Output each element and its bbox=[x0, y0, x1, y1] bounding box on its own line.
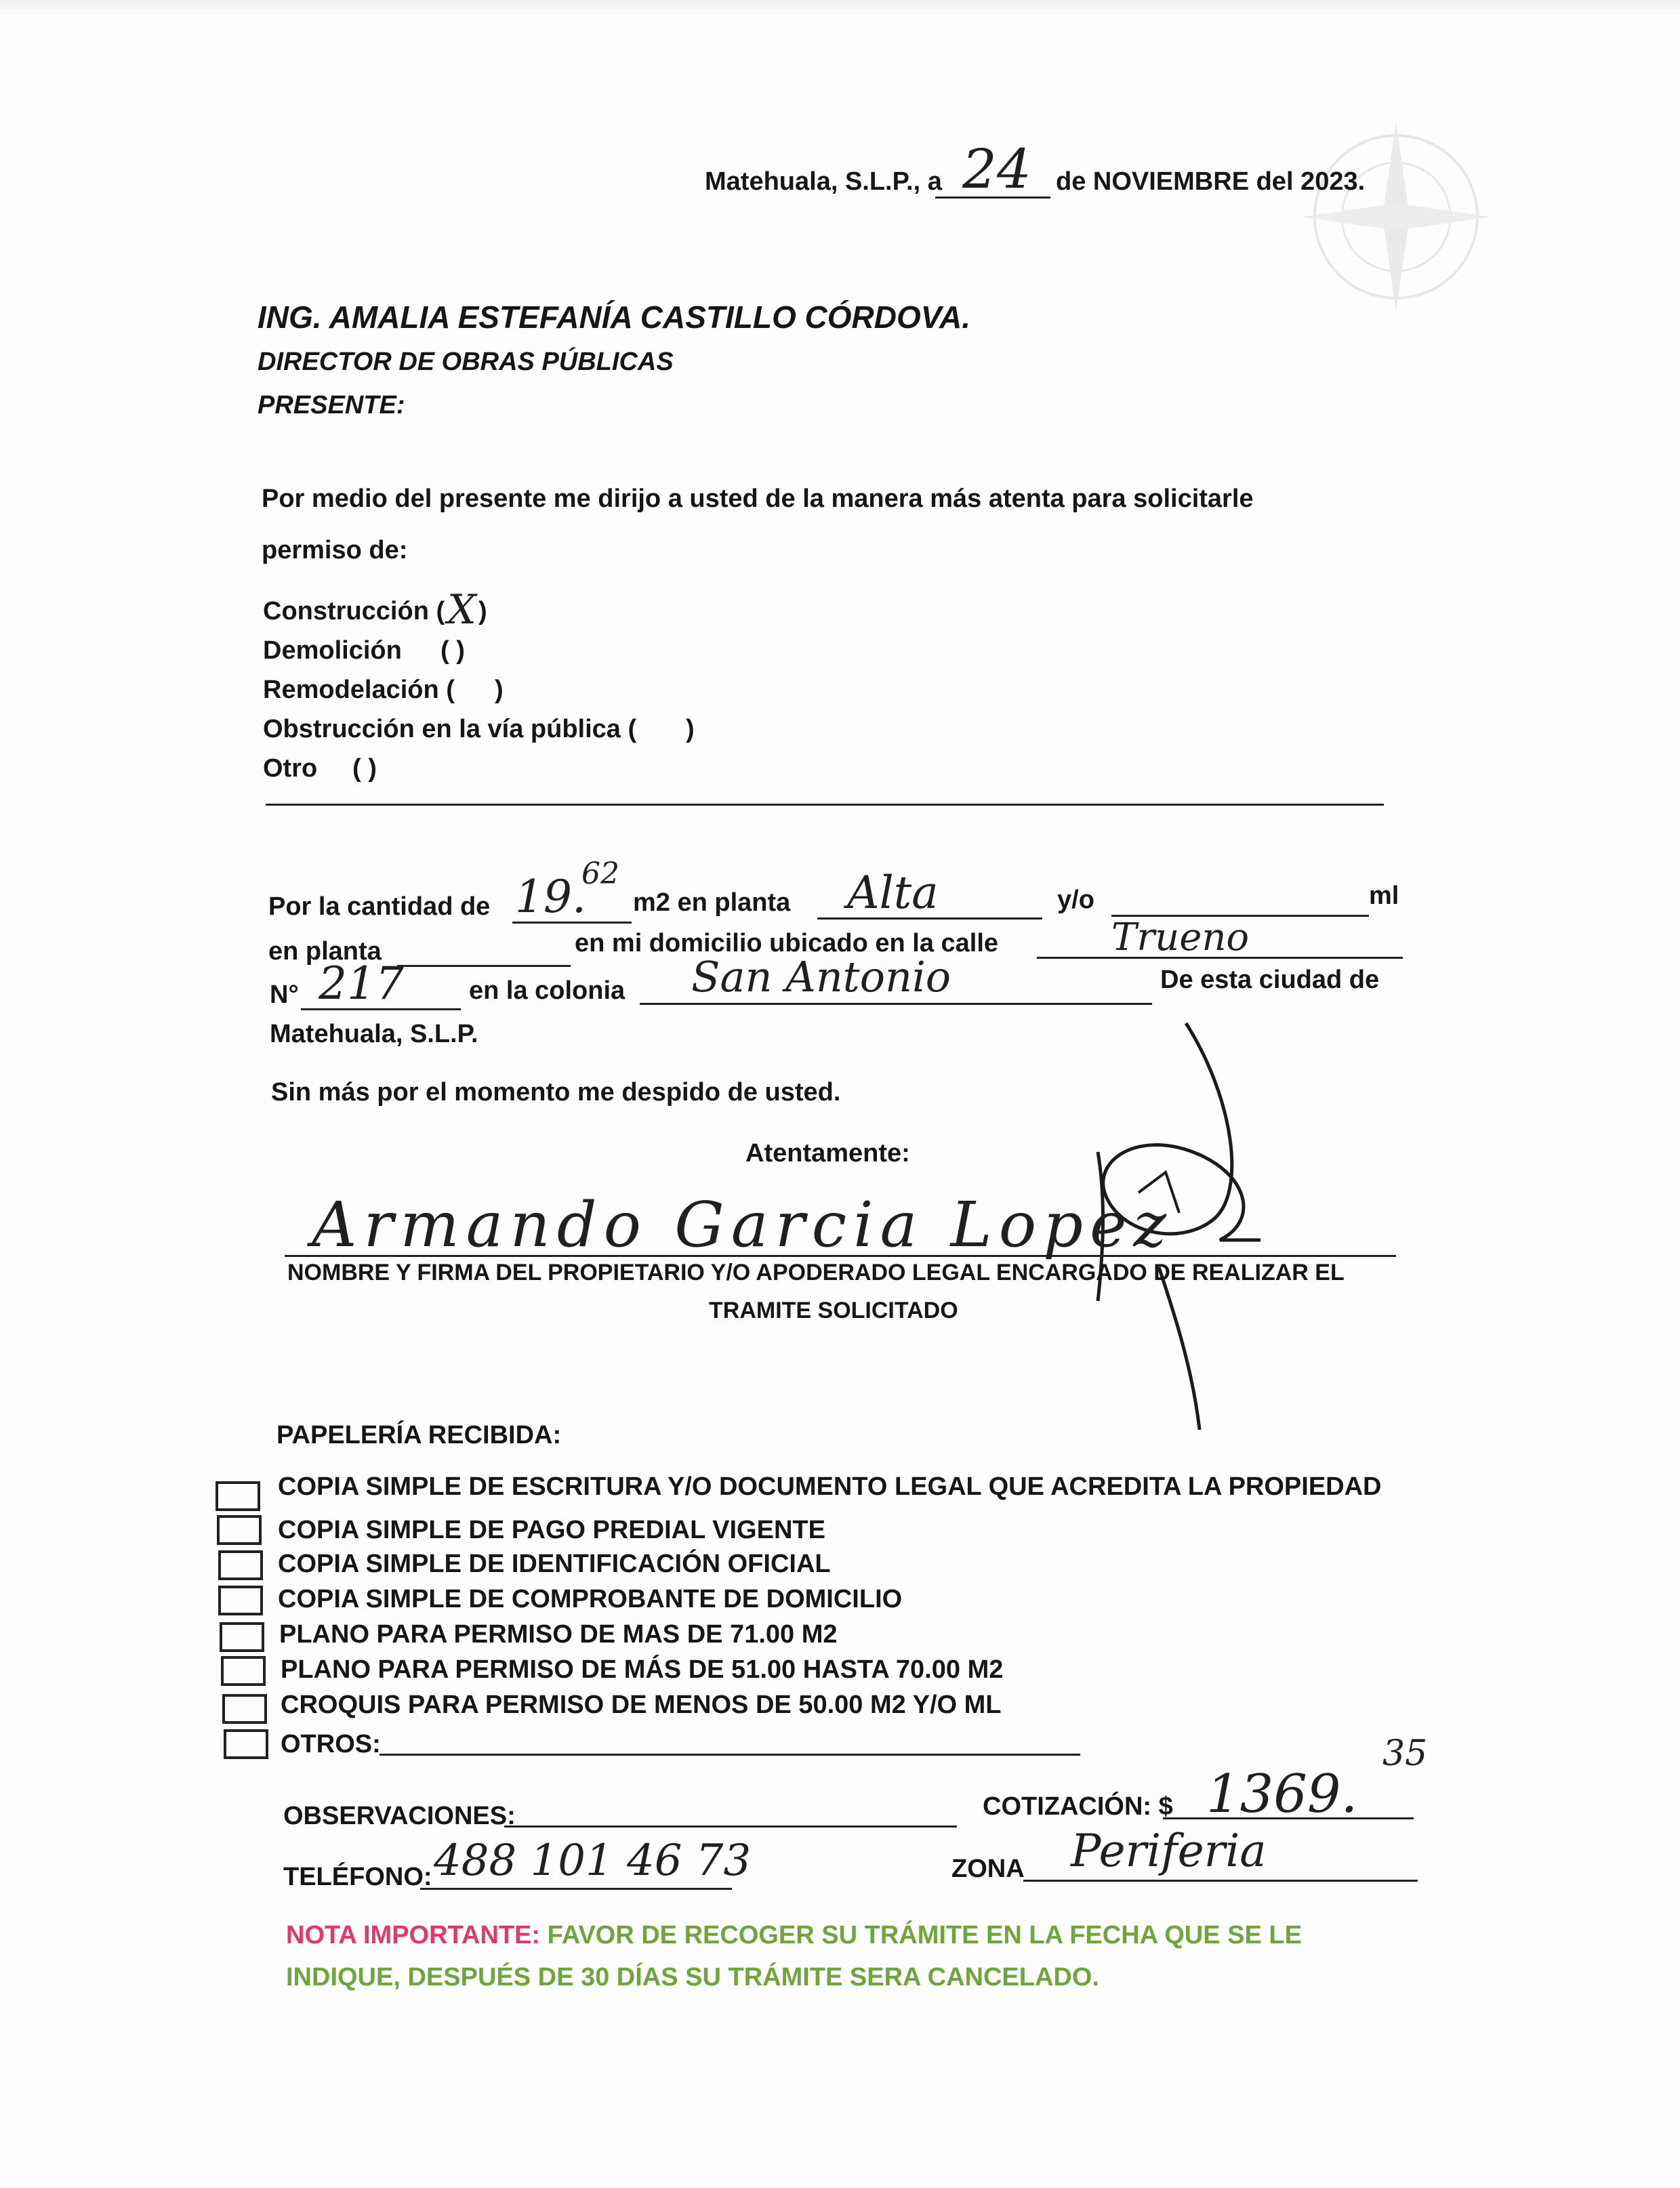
permit-label: Remodelación ( bbox=[263, 676, 455, 704]
permit-remodelacion-close: ) bbox=[495, 676, 504, 704]
zona-line bbox=[1023, 1880, 1418, 1882]
cotizacion-label: COTIZACIÓN: $ bbox=[983, 1792, 1173, 1821]
paper-item-escritura: COPIA SIMPLE DE ESCRITURA Y/O DOCUMENTO LEGAL QUE ACREDITA LA PROPIEDAD bbox=[278, 1472, 1382, 1501]
addressee-name: ING. AMALIA ESTEFANÍA CASTILLO CÓRDOVA. bbox=[258, 300, 971, 335]
permit-obstruccion-close: ) bbox=[686, 715, 695, 743]
sign-caption-2: TRAMITE SOLICITADO bbox=[709, 1298, 958, 1323]
intro-line-1: Por medio del presente me dirijo a usted de la manera más atenta para solicitarle bbox=[262, 484, 1254, 513]
permit-construccion-mark: X bbox=[447, 586, 476, 634]
paper-item-predial: COPIA SIMPLE DE PAGO PREDIAL VIGENTE bbox=[278, 1516, 825, 1544]
paper-checkbox-plano-51[interactable] bbox=[221, 1656, 266, 1686]
en-planta-line bbox=[397, 965, 571, 967]
permit-demolicion bbox=[263, 636, 402, 665]
paper-item-otros: OTROS: bbox=[281, 1730, 381, 1758]
permit-label: Otro bbox=[263, 754, 318, 783]
paper-checkbox-predial[interactable] bbox=[217, 1515, 262, 1545]
paper-checkbox-domicilio[interactable] bbox=[218, 1586, 263, 1615]
paper-item-domicilio: COPIA SIMPLE DE COMPROBANTE DE DOMICILIO bbox=[278, 1585, 903, 1613]
addressee-greeting: PRESENTE: bbox=[258, 391, 405, 419]
paper-item-plano-51: PLANO PARA PERMISO DE MÁS DE 51.00 HASTA 70.00 M2 bbox=[281, 1655, 1004, 1684]
place-date-prefix: Matehuala, S.L.P., a bbox=[705, 167, 942, 196]
observaciones-line bbox=[504, 1825, 957, 1828]
note-line-1 bbox=[286, 1920, 1302, 1950]
paper-checkbox-plano-71[interactable] bbox=[220, 1622, 264, 1652]
otros-line bbox=[380, 1754, 1080, 1756]
permit-remodelacion bbox=[263, 675, 455, 705]
zona-value: Periferia bbox=[1071, 1825, 1267, 1877]
number-label: N° bbox=[270, 981, 299, 1009]
yo-label: y/o bbox=[1057, 886, 1094, 914]
paper-checkbox-escritura[interactable] bbox=[216, 1481, 260, 1511]
compass-watermark-icon bbox=[1288, 108, 1504, 325]
colonia-value: San Antonio bbox=[691, 952, 951, 1002]
en-planta-label: en planta bbox=[268, 937, 382, 966]
permit-label: Obstrucción en la vía pública ( bbox=[263, 715, 637, 743]
note-important-label: NOTA IMPORTANTE: bbox=[286, 1921, 541, 1949]
paper-item-identificacion: COPIA SIMPLE DE IDENTIFICACIÓN OFICIAL bbox=[278, 1550, 831, 1578]
street-value: Trueno bbox=[1111, 915, 1250, 959]
permit-construccion bbox=[263, 596, 445, 626]
note-text-1: FAVOR DE RECOGER SU TRÁMITE EN LA FECHA QUE SE LE bbox=[547, 1921, 1302, 1949]
ml-label: ml bbox=[1369, 882, 1399, 910]
permit-label: Construcción ( bbox=[263, 597, 445, 625]
colonia-line bbox=[640, 1003, 1152, 1005]
cotizacion-sup: 35 bbox=[1382, 1733, 1428, 1774]
city-label: Matehuala, S.L.P. bbox=[270, 1020, 478, 1048]
addressee-title: DIRECTOR DE OBRAS PÚBLICAS bbox=[258, 348, 674, 376]
signature-line bbox=[285, 1255, 1396, 1257]
quantity-value: 19. bbox=[515, 871, 586, 923]
day-handwritten: 24 bbox=[962, 138, 1031, 201]
planta-value: Alta bbox=[847, 867, 939, 919]
city-tail-label: De esta ciudad de bbox=[1160, 966, 1380, 994]
observaciones-label: OBSERVACIONES: bbox=[283, 1802, 516, 1830]
quantity-value-sup: 62 bbox=[581, 856, 619, 891]
cotizacion-value: 1369. bbox=[1206, 1764, 1358, 1825]
farewell-text: Sin más por el momento me despido de usted. bbox=[271, 1078, 841, 1107]
permit-obstruccion bbox=[263, 714, 636, 744]
quantity-label: Por la cantidad de bbox=[268, 892, 491, 921]
number-value: 217 bbox=[319, 957, 404, 1010]
page-shadow bbox=[0, 0, 1680, 9]
telefono-value: 488 101 46 73 bbox=[434, 1836, 752, 1886]
telefono-line bbox=[420, 1888, 732, 1890]
colonia-label: en la colonia bbox=[469, 976, 626, 1005]
zona-label: ZONA bbox=[951, 1855, 1025, 1883]
quantity-unit-label: m2 en planta bbox=[633, 888, 791, 917]
paper-checkbox-croquis[interactable] bbox=[222, 1694, 267, 1724]
permit-construccion-close: ) bbox=[478, 597, 487, 625]
signature-name: Armando Garcia Lopez bbox=[312, 1189, 1173, 1261]
sign-caption-1: NOMBRE Y FIRMA DEL PROPIETARIO Y/O APODERADO LEGAL ENCARGADO DE REALIZAR EL bbox=[287, 1260, 1345, 1285]
permit-otro bbox=[263, 754, 317, 783]
note-text-2: INDIQUE, DESPUÉS DE 30 DÍAS SU TRÁMITE SERA CANCELADO. bbox=[286, 1963, 1099, 1991]
domicilio-label: en mi domicilio ubicado en la calle bbox=[575, 929, 999, 957]
paper-checkbox-otros[interactable] bbox=[224, 1729, 268, 1759]
atentamente-label: Atentamente: bbox=[745, 1139, 910, 1168]
permit-demolicion-close: ( ) bbox=[441, 636, 465, 665]
telefono-label: TELÉFONO: bbox=[283, 1863, 432, 1891]
paper-item-plano-71: PLANO PARA PERMISO DE MAS DE 71.00 M2 bbox=[279, 1620, 838, 1649]
paper-item-croquis: CROQUIS PARA PERMISO DE MENOS DE 50.00 M2 Y/O ML bbox=[281, 1691, 1002, 1719]
otro-line bbox=[266, 804, 1384, 806]
papers-title: PAPELERÍA RECIBIDA: bbox=[276, 1421, 562, 1449]
paper-checkbox-identificacion[interactable] bbox=[218, 1550, 263, 1580]
permit-label: Demolición bbox=[263, 636, 402, 665]
intro-line-2: permiso de: bbox=[262, 536, 408, 564]
month-year: de NOVIEMBRE del 2023. bbox=[1056, 167, 1366, 196]
permit-otro-close: ( ) bbox=[352, 754, 377, 783]
